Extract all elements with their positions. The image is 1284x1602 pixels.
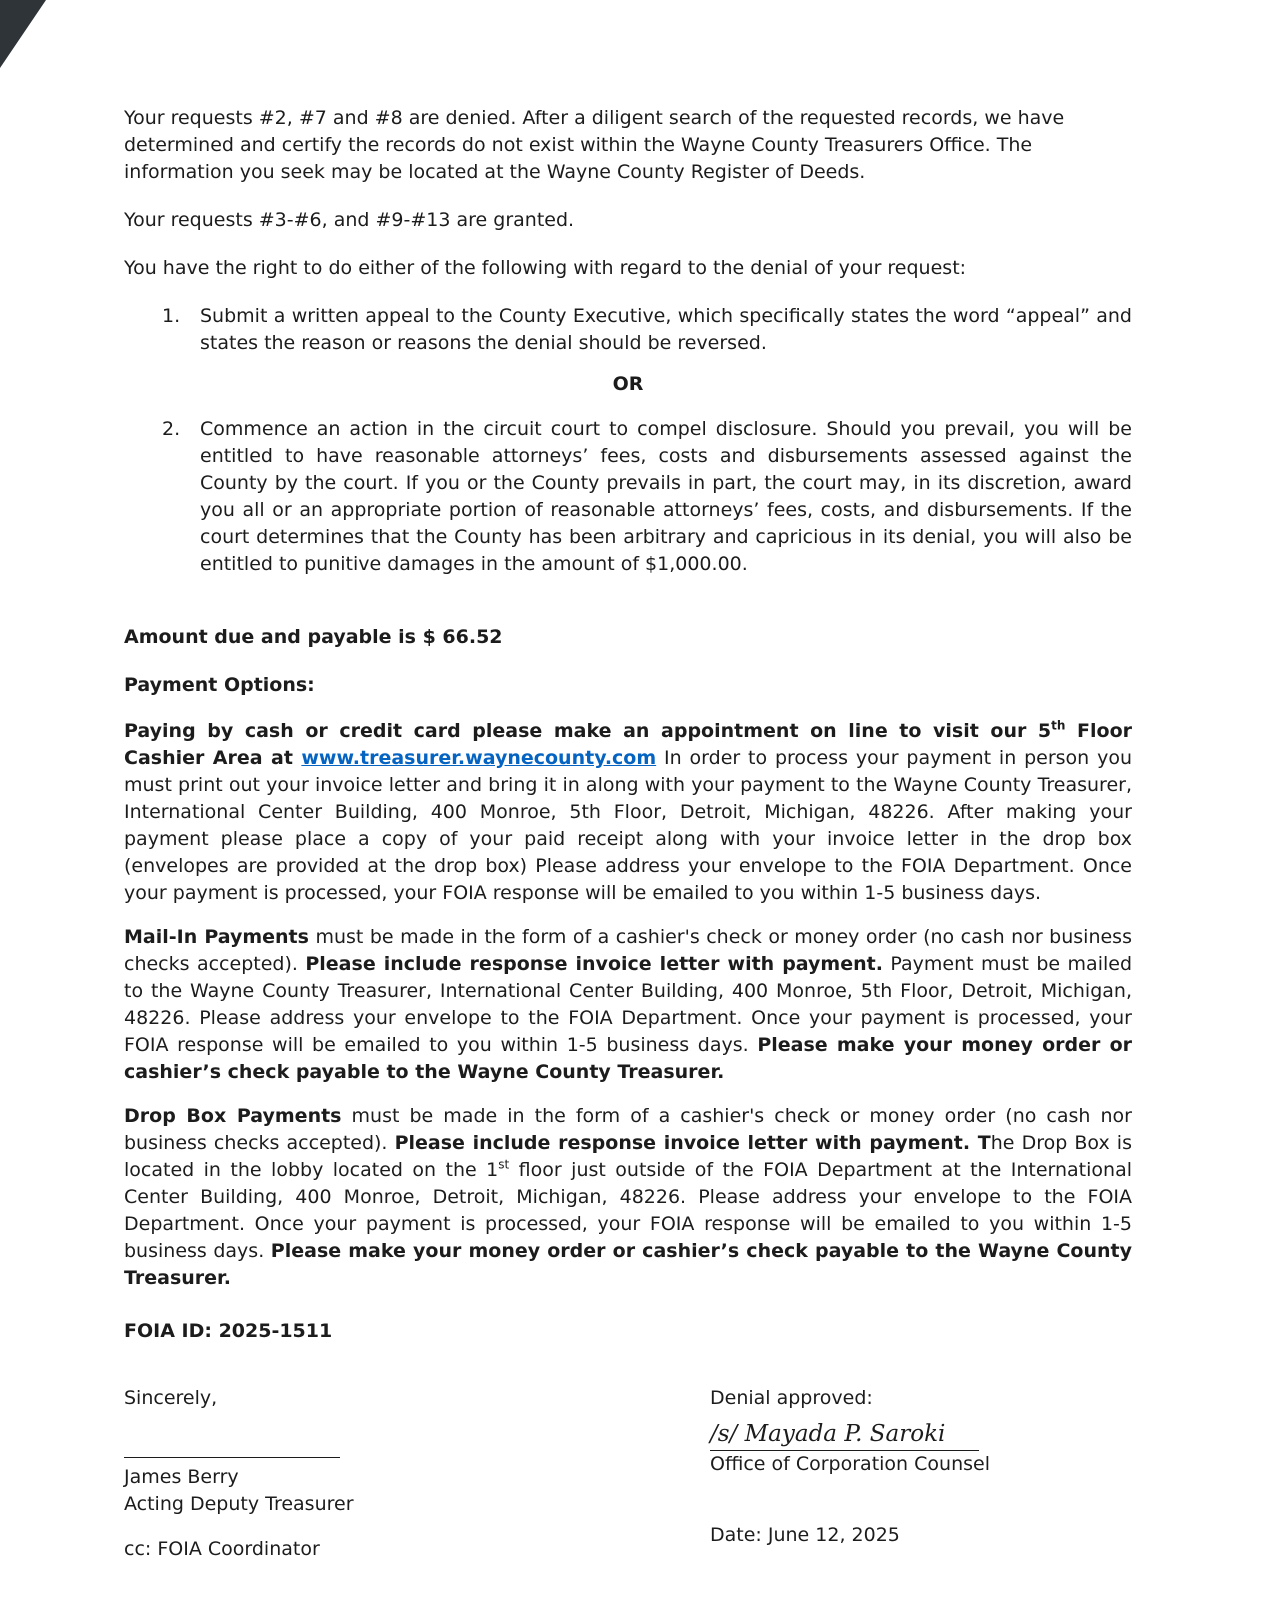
appeal-list-item-1: [124, 303, 1132, 357]
list-number-1: 1.: [162, 305, 181, 327]
mailin-text-1: must be made in the form of a cashier's check or money order (no cash nor business checks accepted).: [124, 926, 1132, 975]
approver-signature: /s/ Mayada P. Saroki: [710, 1421, 979, 1451]
sender-column: [124, 1385, 710, 1563]
amount-due-line: Amount due and payable is $ 66.52: [124, 626, 503, 648]
treasurer-website-link[interactable]: www.treasurer.waynecounty.com: [301, 747, 657, 769]
dropbox-bold-title: Drop Box Payments: [124, 1105, 342, 1127]
cash-bold-lead: Paying by cash or credit card please make an appointment on line to visit our 5: [124, 720, 1052, 742]
ordinal-superscript: st: [498, 1157, 510, 1172]
approver-office: Office of Corporation Counsel: [710, 1453, 990, 1475]
payment-options-heading: Payment Options:: [124, 674, 315, 696]
sender-title: Acting Deputy Treasurer: [124, 1493, 354, 1515]
appeal-list-item-2: [124, 416, 1132, 578]
cc-line: cc: FOIA Coordinator: [124, 1538, 320, 1560]
denied-paragraph: Your requests #2, #7 and #8 are denied. After a diligent search of the requested records, we have determined and certify the records do not exist within the Wayne County Treasurers Office. The information you seek may be located at the Wayne County Register of Deeds.: [124, 107, 1065, 183]
ordinal-superscript: th: [1051, 718, 1066, 733]
list-item-1-text: Submit a written appeal to the County Executive, which specifically states the word “appeal” and states the reason or reasons the denial should be reversed.: [200, 305, 1132, 354]
or-divider: OR: [612, 373, 644, 395]
rights-paragraph: You have the right to do either of the following with regard to the denial of your request:: [124, 257, 967, 279]
date-line: Date: June 12, 2025: [710, 1524, 900, 1546]
granted-paragraph: Your requests #3-#6, and #9-#13 are granted.: [124, 209, 575, 231]
cash-payment-paragraph: [124, 718, 1132, 907]
mailin-bold-title: Mail-In Payments: [124, 926, 309, 948]
list-number-2: 2.: [162, 418, 181, 440]
mailin-bold-payable: Please make your money order or cashier’s check payable to the Wayne County Treasurer.: [124, 1034, 1133, 1083]
scan-corner-artifact: [0, 0, 46, 68]
foia-id-line: FOIA ID: 2025-1511: [124, 1320, 333, 1342]
approver-column: [710, 1385, 1132, 1563]
mailin-bold-invoice: Please include response invoice letter with payment.: [305, 953, 883, 975]
signature-line: [124, 1412, 340, 1458]
closing-block: [124, 1385, 1132, 1563]
dropbox-payment-paragraph: [124, 1103, 1132, 1292]
cash-bold-lead-end: Floor Cashier Area at: [124, 720, 1132, 769]
sincerely-line: Sincerely,: [124, 1387, 218, 1409]
denial-approved-label: Denial approved:: [710, 1387, 873, 1409]
mailin-text-2: Payment must be mailed to the Wayne County Treasurer, International Center Building, 400 Monroe, 5th Floor, Detroit, Michigan, 48226. Please address your envelope to the FOIA Department. Once your payment is processed, your FOIA response will be emailed to you within 1-5 business days.: [124, 953, 1133, 1056]
dropbox-text-1: must be made in the form of a cashier's check or money order (no cash nor business checks accepted).: [124, 1105, 1132, 1154]
cash-body-text: In order to process your payment in person you must print out your invoice letter and bring it in along with your payment to the Wayne County Treasurer, International Center Building, 400 Monroe, 5th Floor, Detroit, Michigan, 48226. After making your payment please place a copy of your paid receipt along with your invoice letter in the drop box (envelopes are provided at the drop box) Please address your envelope to the FOIA Department. Once your payment is processed, your FOIA response will be emailed to you within 1-5 business days.: [124, 747, 1132, 904]
dropbox-bold-payable: Please make your money order or cashier’s check payable to the Wayne County Treasurer.: [124, 1240, 1132, 1289]
dropbox-bold-invoice: Please include response invoice letter with payment. T: [394, 1132, 991, 1154]
dropbox-text-2: he Drop Box is located in the lobby located on the 1: [124, 1132, 1132, 1181]
sender-name: James Berry: [124, 1466, 239, 1488]
list-item-2-text: Commence an action in the circuit court to compel disclosure. Should you prevail, you will be entitled to have reasonable attorneys’ fees, costs and disbursements assessed against the County by the court. If you or the County prevails in part, the court may, in its discretion, award you all or an appropriate portion of reasonable attorneys’ fees, costs, and disbursements. If the court determines that the County has been arbitrary and capricious in its denial, you will also be entitled to punitive damages in the amount of $1,000.00.: [200, 418, 1132, 575]
dropbox-text-3: floor just outside of the FOIA Department at the International Center Building, 400 Monroe, Detroit, Michigan, 48226. Please address your envelope to the FOIA Department. Once your payment is processed, your FOIA response will be emailed to you within 1-5 business days.: [124, 1159, 1132, 1262]
mailin-payment-paragraph: [124, 924, 1132, 1086]
